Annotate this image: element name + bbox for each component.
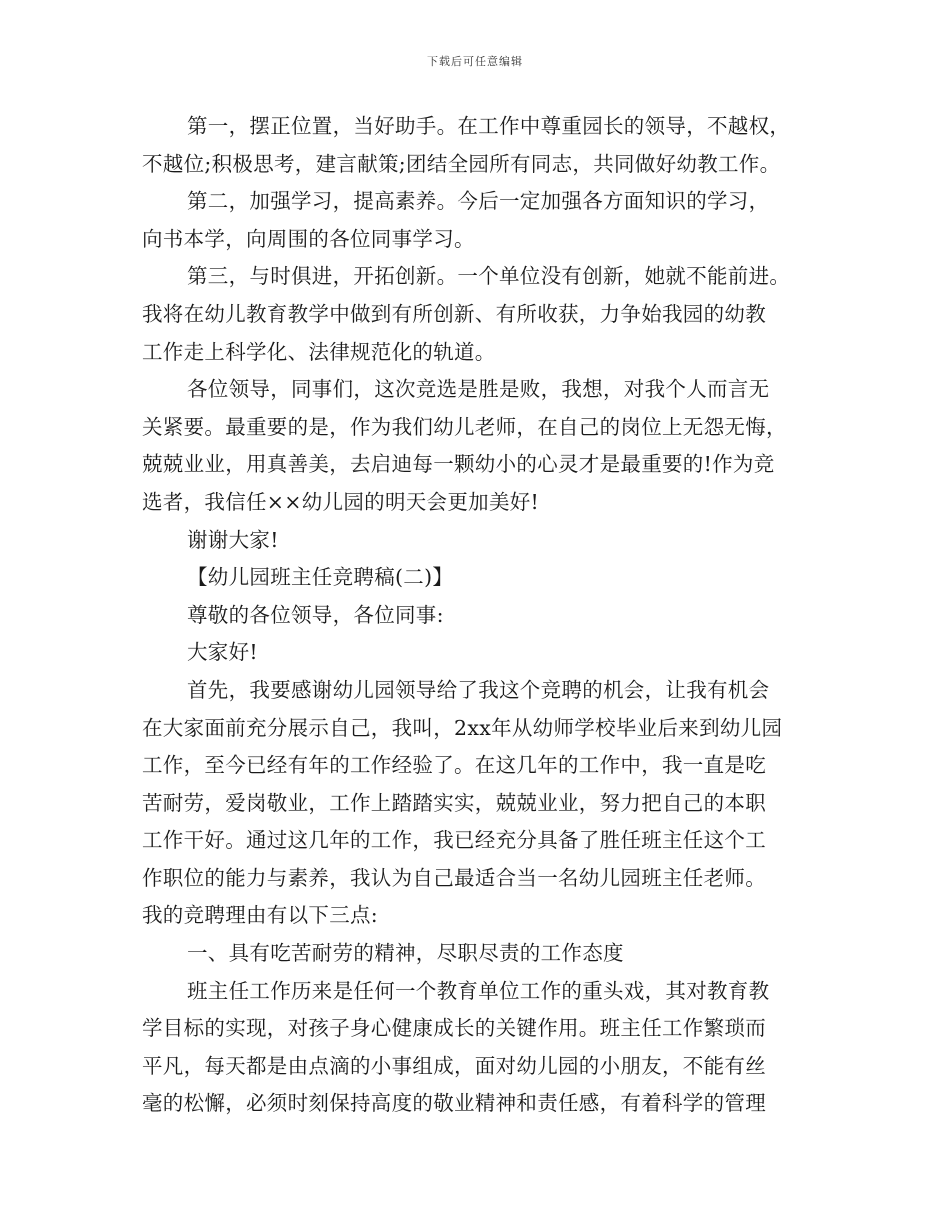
text-line: 关紧要。最重要的是，作为我们幼儿老师，在自己的岗位上无怨无悔， xyxy=(142,414,787,439)
text-line: 兢兢业业，用真善美，去启迪每一颗幼小的心灵才是最重要的!作为竞 xyxy=(142,452,775,477)
text-line: 向书本学，向周围的各位同事学习。 xyxy=(142,226,475,251)
text-line: 第二，加强学习，提高素养。今后一定加强各方面知识的学习， xyxy=(187,189,770,214)
text-line: 工作走上科学化、法律规范化的轨道。 xyxy=(142,339,496,364)
text-line: 毫的松懈，必须时刻保持高度的敬业精神和责任感，有着科学的管理 xyxy=(142,1091,766,1116)
text-line: 作职位的能力与素养，我认为自己最适合当一名幼儿园班主任老师。 xyxy=(142,865,766,890)
text-line: 选者，我信任××幼儿园的明天会更加美好! xyxy=(142,489,540,514)
document-body xyxy=(142,108,810,1123)
text-line: 一、具有吃苦耐劳的精神，尽职尽责的工作态度 xyxy=(187,941,624,966)
text-line: 谢谢大家! xyxy=(187,527,279,552)
text-line: 尊敬的各位领导，各位同事: xyxy=(187,602,444,627)
text-line: 班主任工作历来是任何一个教育单位工作的重头戏，其对教育教 xyxy=(187,978,770,1003)
text-line: 【幼儿园班主任竞聘稿(二)】 xyxy=(187,565,454,590)
text-line: 在大家面前充分展示自己，我叫，2xx年从幼师学校毕业后来到幼儿园 xyxy=(142,715,783,740)
text-line: 第三，与时俱进，开拓创新。一个单位没有创新，她就不能前进。 xyxy=(187,264,791,289)
text-line: 工作干好。通过这几年的工作，我已经充分具备了胜任班主任这个工 xyxy=(142,828,766,853)
text-line: 各位领导，同事们，这次竞选是胜是败，我想，对我个人而言无 xyxy=(187,377,770,402)
text-line: 苦耐劳，爱岗敬业，工作上踏踏实实，兢兢业业，努力把自己的本职 xyxy=(142,790,766,815)
text-line: 大家好! xyxy=(187,640,258,665)
text-line: 我的竞聘理由有以下三点: xyxy=(142,903,379,928)
text-line: 平凡，每天都是由点滴的小事组成，面对幼儿园的小朋友，不能有丝 xyxy=(142,1053,766,1078)
text-line: 学目标的实现，对孩子身心健康成长的关键作用。班主任工作繁琐而 xyxy=(142,1016,766,1041)
text-line: 不越位;积极思考，建言献策;团结全园所有同志，共同做好幼教工作。 xyxy=(142,151,781,176)
text-line: 第一，摆正位置，当好助手。在工作中尊重园长的领导，不越权， xyxy=(187,114,791,138)
text-line: 首先，我要感谢幼儿园领导给了我这个竞聘的机会，让我有机会 xyxy=(187,677,770,702)
text-line: 我将在幼儿教育教学中做到有所创新、有所收获，力争始我园的幼教 xyxy=(142,301,766,326)
page-header-note: 下载后可任意编辑 xyxy=(427,55,523,68)
text-line: 工作，至今已经有年的工作经验了。在这几年的工作中，我一直是吃 xyxy=(142,753,766,778)
